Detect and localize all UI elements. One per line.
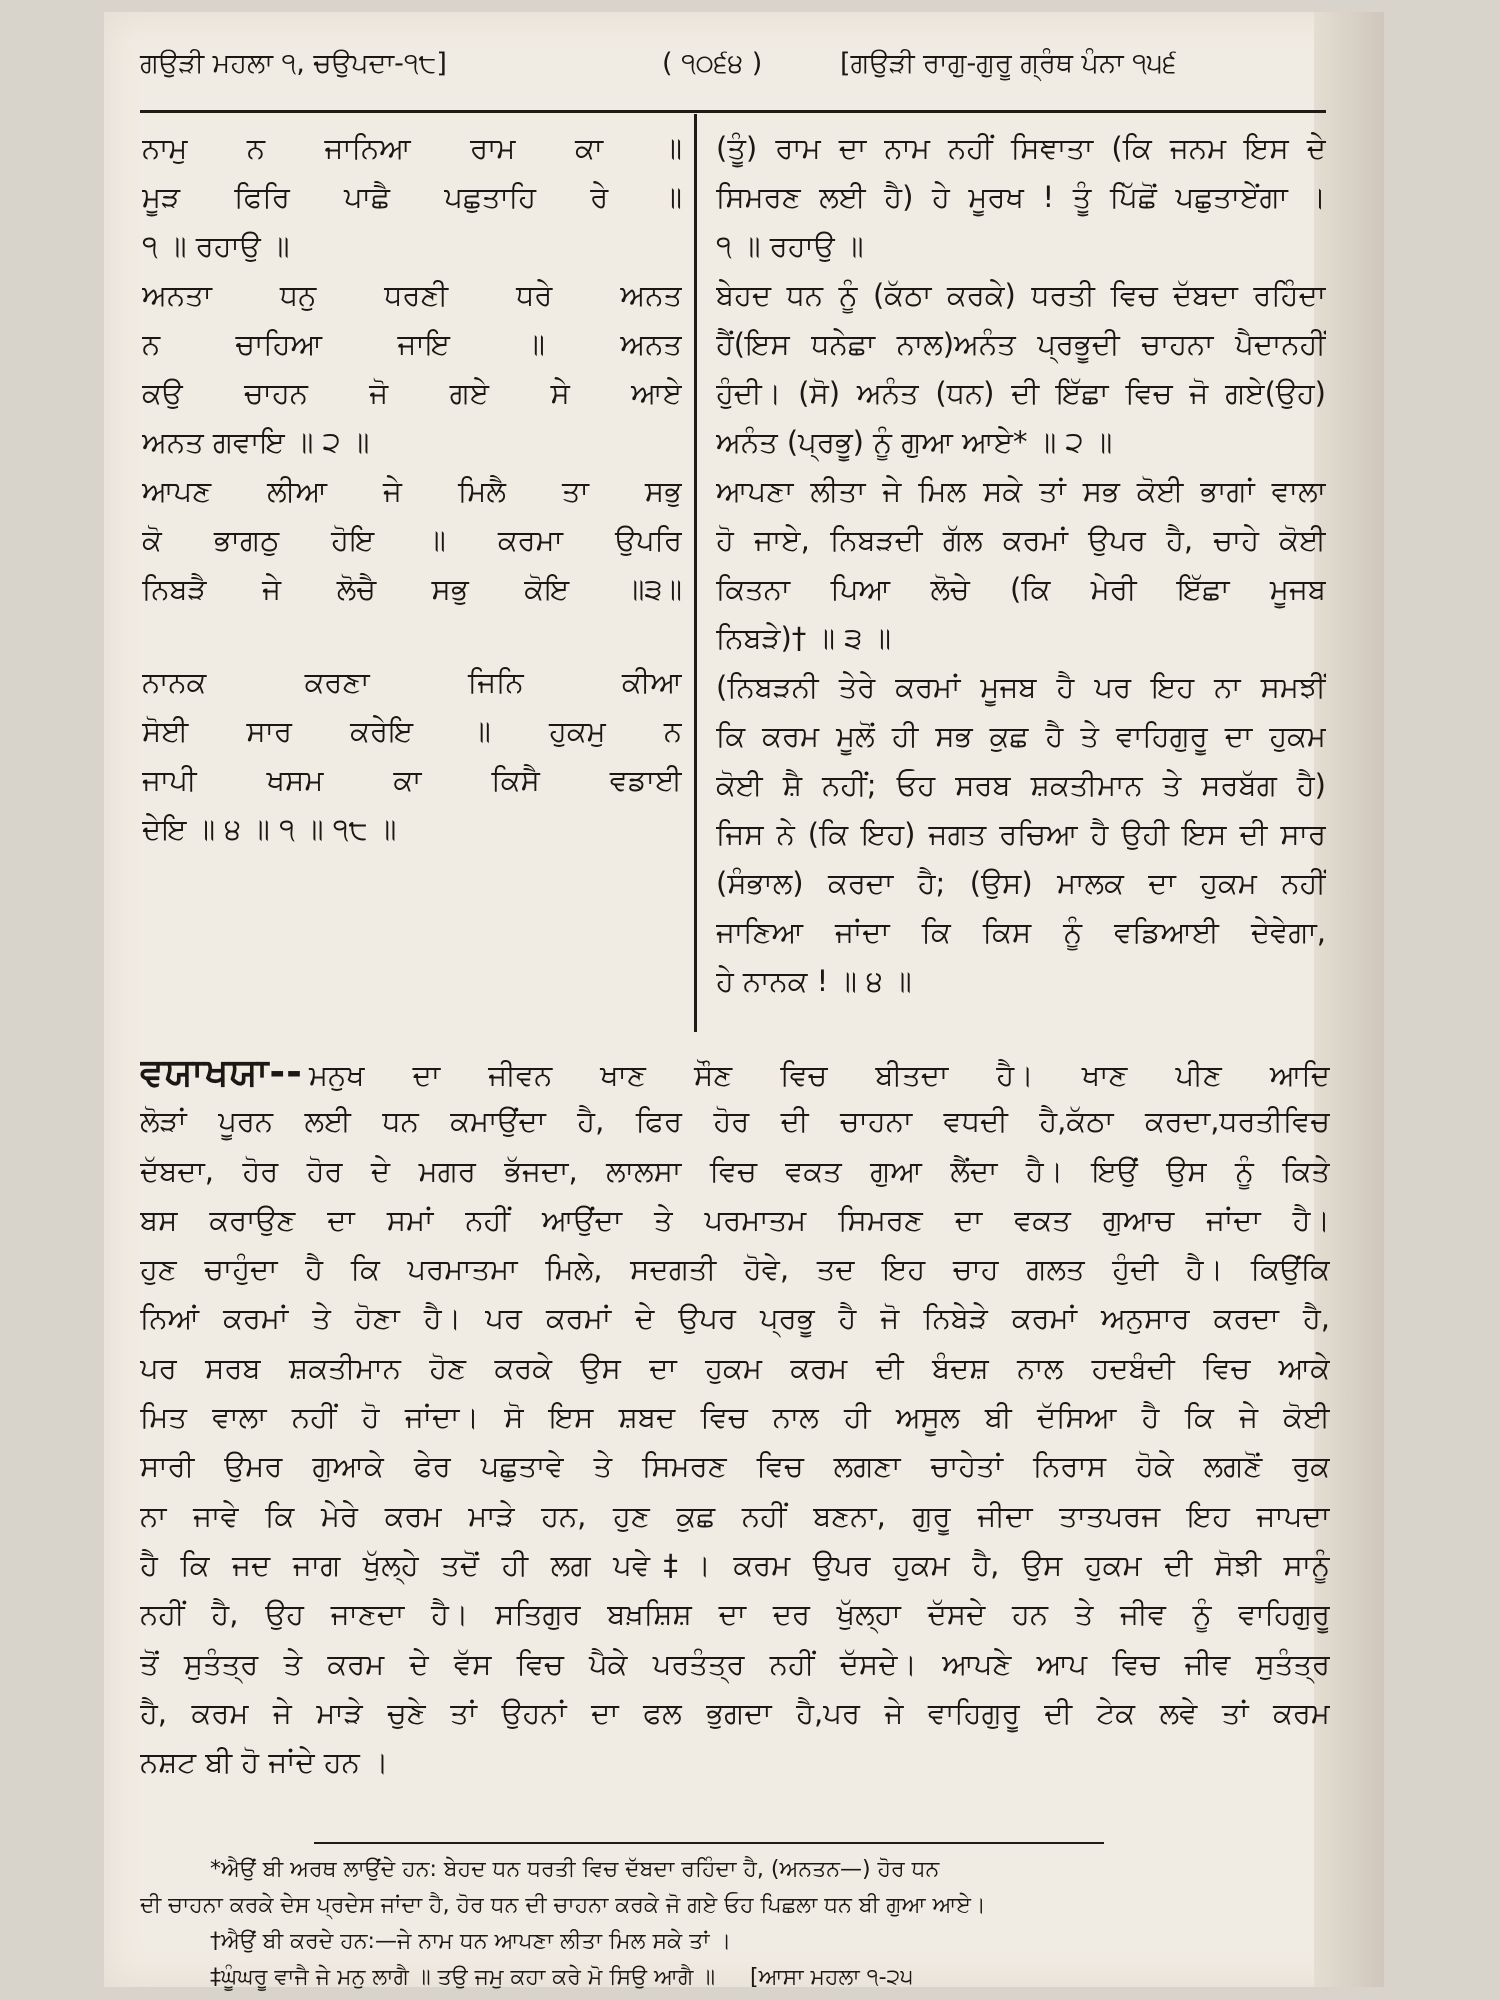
- stanza-gap: [142, 614, 682, 658]
- vyakhya-line: ਲੋੜਾਂ ਪੂਰਨ ਲਈ ਧਨ ਕਮਾਉਂਦਾ ਹੈ, ਫਿਰ ਹੋਰ ਦੀ ਚਾਹਨਾ ਵਧਦੀ ਹੈ,ਕੱਠਾ ਕਰਦਾ,ਧਰਤੀਵਿਚ: [140, 1104, 1330, 1139]
- vyakhya-line: ਨਹੀਂ ਹੈ, ਉਹ ਜਾਣਦਾ ਹੈ। ਸਤਿਗੁਰ ਬਖ਼ਸ਼ਿਸ਼ ਦਾ ਦਰ ਖੁੱਲ੍ਹਾ ਦੱਸਦੇ ਹਨ ਤੇ ਜੀਵ ਨੂੰ ਵਾਹਿਗੁਰੂ: [140, 1597, 1330, 1632]
- arth-line: ਹੋ ਜਾਏ, ਨਿਬੜਦੀ ਗੱਲ ਕਰਮਾਂ ਉਪਰ ਹੈ, ਚਾਹੇ ਕੋਈ: [716, 523, 1326, 557]
- gurbani-line: ਆਪਣ ਲੀਆ ਜੇ ਮਿਲੈ ਤਾ ਸਭੁ: [142, 474, 682, 508]
- vyakhya-line: ਨਸ਼ਟ ਬੀ ਹੋ ਜਾਂਦੇ ਹਨ ।: [140, 1745, 389, 1780]
- arth-line: ਹੇ ਨਾਨਕ ! ॥ ੪ ॥: [716, 964, 912, 998]
- gurbani-line: ੧ ॥ ਰਹਾਉ ॥: [142, 229, 290, 263]
- vyakhya-line: ਬਸ ਕਰਾਉਣ ਦਾ ਸਮਾਂ ਨਹੀਂ ਆਉਂਦਾ ਤੇ ਪਰਮਾਤਮ ਸਿਮਰਣ ਦਾ ਵਕਤ ਗੁਆਚ ਜਾਂਦਾ ਹੈ।: [140, 1202, 1330, 1237]
- arth-line: ਕਿ ਕਰਮ ਮੂਲੋਂ ਹੀ ਸਭ ਕੁਛ ਹੈ ਤੇ ਵਾਹਿਗੁਰੂ ਦਾ ਹੁਕਮ: [716, 719, 1326, 753]
- arth-line: ਨਿਬੜੇ)† ॥ ੩ ॥: [716, 621, 892, 655]
- gurbani-column: [142, 124, 682, 854]
- arth-line: (ਤੂੰ) ਰਾਮ ਦਾ ਨਾਮ ਨਹੀਂ ਸਿਞਾਤਾ (ਕਿ ਜਨਮ ਇਸ ਦੇ: [716, 131, 1326, 165]
- column-divider: [694, 114, 697, 1032]
- gurbani-line: ਦੇਇ ॥ ੪ ॥ ੧ ॥ ੧੮ ॥: [142, 812, 397, 846]
- vyakhya-line: ਮਨੁਖ ਦਾ ਜੀਵਨ ਖਾਣ ਸੌਣ ਵਿਚ ਬੀਤਦਾ ਹੈ। ਖਾਣ ਪੀਣ ਆਦਿ: [308, 1058, 1330, 1092]
- vyakhya-line: ਸਾਰੀ ਉਮਰ ਗੁਆਕੇ ਫੇਰ ਪਛੁਤਾਵੇ ਤੇ ਸਿਮਰਣ ਵਿਚ ਲਗਣਾ ਚਾਹੇਤਾਂ ਨਿਰਾਸ ਹੋਕੇ ਲਗਣੋਂ ਰੁਕ: [140, 1449, 1330, 1484]
- footnote-line: †ਐਉਂ ਬੀ ਕਰਦੇ ਹਨ:—ਜੇ ਨਾਮ ਧਨ ਆਪਣਾ ਲੀਤਾ ਮਿਲ ਸਕੇ ਤਾਂ ।: [210, 1929, 732, 1954]
- gurbani-line: ਸੋਈ ਸਾਰ ਕਰੇਇ ॥ ਹੁਕਮੁ ਨ: [142, 714, 682, 748]
- vyakhya-line: ਪਰ ਸਰਬ ਸ਼ਕਤੀਮਾਨ ਹੋਣ ਕਰਕੇ ਉਸ ਦਾ ਹੁਕਮ ਕਰਮ ਦੀ ਬੰਦਸ਼ ਨਾਲ ਹਦਬੰਦੀ ਵਿਚ ਆਕੇ: [140, 1350, 1330, 1385]
- vyakhya-line: ਹੈ, ਕਰਮ ਜੇ ਮਾੜੇ ਚੁਣੇ ਤਾਂ ਉਹਨਾਂ ਦਾ ਫਲ ਭੁਗਦਾ ਹੈ,ਪਰ ਜੇ ਵਾਹਿਗੁਰੂ ਦੀ ਟੇਕ ਲਵੇ ਤਾਂ ਕਰਮ: [140, 1695, 1330, 1730]
- vyakhya-line: ਹੈ ਕਿ ਜਦ ਜਾਗ ਖੁੱਲ੍ਹੇ ਤਦੋਂ ਹੀ ਲਗ ਪਵੇ‡। ਕਰਮ ਉਪਰ ਹੁਕਮ ਹੈ, ਉਸ ਹੁਕਮ ਦੀ ਸੋਝੀ ਸਾਨੂੰ: [140, 1547, 1330, 1582]
- arth-line: (ਨਿਬੜਨੀ ਤੇਰੇ ਕਰਮਾਂ ਮੂਜਬ ਹੈ ਪਰ ਇਹ ਨਾ ਸਮਝੀਂ: [716, 670, 1326, 704]
- arth-line: ਆਪਣਾ ਲੀਤਾ ਜੇ ਮਿਲ ਸਕੇ ਤਾਂ ਸਭ ਕੋਈ ਭਾਗਾਂ ਵਾਲਾ: [716, 474, 1326, 508]
- footnote-line: ‡ਘੂੰਘਰੂ ਵਾਜੈ ਜੇ ਮਨੁ ਲਾਗੈ ॥ ਤਉ ਜਮੁ ਕਹਾ ਕਰੇ ਮੋ ਸਿਉ ਆਗੈ ॥ [ਆਸਾ ਮਹਲਾ ੧-੨੫: [210, 1965, 914, 1990]
- arth-line: ਹੈਂ(ਇਸ ਧਨੇਛਾ ਨਾਲ)ਅਨੰਤ ਪ੍ਰਭੂਦੀ ਚਾਹਨਾ ਪੈਦਾਨਹੀਂ: [716, 327, 1326, 361]
- header-right: [ਗਉੜੀ ਰਾਗੁ-ਗੁਰੂ ਗ੍ਰੰਥ ਪੰਨਾ ੧੫੬: [840, 48, 1177, 79]
- vyakhya-line: ਤੋਂ ਸੁਤੰਤ੍ਰ ਤੇ ਕਰਮ ਦੇ ਵੱਸ ਵਿਚ ਪੈਕੇ ਪਰਤੰਤ੍ਰ ਨਹੀਂ ਦੱਸਦੇ। ਆਪਣੇ ਆਪ ਵਿਚ ਜੀਵ ਸੁਤੰਤ੍ਰ: [140, 1646, 1330, 1681]
- vyakhya-first-line: [140, 1048, 1330, 1097]
- vyakhya-line: ਨਾ ਜਾਵੇ ਕਿ ਮੇਰੇ ਕਰਮ ਮਾੜੇ ਹਨ, ਹੁਣ ਕੁਛ ਨਹੀਂ ਬਣਨਾ, ਗੁਰੂ ਜੀਦਾ ਤਾਤਪਰਜ ਇਹ ਜਾਪਦਾ: [140, 1498, 1330, 1533]
- footnote-rule: [314, 1842, 1104, 1844]
- gurbani-line: ਨ ਚਾਹਿਆ ਜਾਇ ॥ ਅਨਤ: [142, 327, 682, 361]
- vyakhya-line: ਨਿਆਂ ਕਰਮਾਂ ਤੇ ਹੋਣਾ ਹੈ। ਪਰ ਕਰਮਾਂ ਦੇ ਉਪਰ ਪ੍ਰਭੂ ਹੈ ਜੋ ਨਿਬੇੜੇ ਕਰਮਾਂ ਅਨੁਸਾਰ ਕਰਦਾ ਹੈ,: [140, 1301, 1330, 1336]
- arth-line: ਸਿਮਰਣ ਲਈ ਹੈ) ਹੇ ਮੂਰਖ ! ਤੂੰ ਪਿੱਛੋਂ ਪਛੁਤਾਏਂਗਾ ।: [716, 180, 1326, 214]
- gurbani-line: ਨਿਬੜੈ ਜੇ ਲੋਚੈ ਸਭੁ ਕੋਇ ॥੩॥: [142, 572, 682, 606]
- vyakhya-heading: ਵਯਾਖਯਾ--: [140, 1050, 303, 1094]
- vyakhya-line: ਮਿਤ ਵਾਲਾ ਨਹੀਂ ਹੋ ਜਾਂਦਾ। ਸੋ ਇਸ ਸ਼ਬਦ ਵਿਚ ਨਾਲ ਹੀ ਅਸੂਲ ਬੀ ਦੱਸਿਆ ਹੈ ਕਿ ਜੇ ਕੋਈ: [140, 1400, 1330, 1435]
- gurbani-line: ਅਨਤਾ ਧਨੁ ਧਰਣੀ ਧਰੇ ਅਨਤ: [142, 278, 682, 312]
- arth-line: ਬੇਹਦ ਧਨ ਨੂੰ (ਕੱਠਾ ਕਰਕੇ) ਧਰਤੀ ਵਿਚ ਦੱਬਦਾ ਰਹਿੰਦਾ: [716, 278, 1326, 312]
- arth-line: ਜਿਸ ਨੇ (ਕਿ ਇਹ) ਜਗਤ ਰਚਿਆ ਹੈ ਉਹੀ ਇਸ ਦੀ ਸਾਰ: [716, 817, 1326, 851]
- page-number: ( ੧੦੬੪ ): [662, 48, 763, 79]
- arth-line: ਕੋਈ ਸ਼ੈ ਨਹੀਂ; ਓਹ ਸਰਬ ਸ਼ਕਤੀਮਾਨ ਤੇ ਸਰਬੱਗ ਹੈ): [716, 768, 1326, 802]
- gurbani-line: ਅਨਤ ਗਵਾਇ ॥ ੨ ॥: [142, 425, 370, 459]
- gurbani-line: ਕਉ ਚਾਹਨ ਜੋ ਗਏ ਸੇ ਆਏ: [142, 376, 682, 410]
- arth-column: [716, 124, 1326, 1006]
- book-page: [104, 12, 1384, 1990]
- gurbani-line: ਜਾਪੀ ਖਸਮ ਕਾ ਕਿਸੈ ਵਡਾਈ: [142, 763, 682, 797]
- footnote-line: *ਐਉਂ ਬੀ ਅਰਥ ਲਾਉਂਦੇ ਹਨ: ਬੇਹਦ ਧਨ ਧਰਤੀ ਵਿਚ ਦੱਬਦਾ ਰਹਿੰਦਾ ਹੈ, (ਅਨਤਨ—) ਹੋਰ ਧਨ: [210, 1857, 940, 1882]
- gurbani-line: ਕੋ ਭਾਗਠੁ ਹੋਇ ॥ ਕਰਮਾ ਉਪਰਿ: [142, 523, 682, 557]
- header-left: ਗਉੜੀ ਮਹਲਾ ੧, ਚਉਪਦਾ-੧੮]: [140, 48, 447, 79]
- gurbani-line: ਮੂੜ ਫਿਰਿ ਪਾਛੈ ਪਛੁਤਾਹਿ ਰੇ ॥: [142, 180, 682, 214]
- footnote-line: ਦੀ ਚਾਹਨਾ ਕਰਕੇ ਦੇਸ ਪ੍ਰਦੇਸ ਜਾਂਦਾ ਹੈ, ਹੋਰ ਧਨ ਦੀ ਚਾਹਨਾ ਕਰਕੇ ਜੋ ਗਏ ਓਹ ਪਿਛਲਾ ਧਨ ਬੀ ਗੁਆ ਆਏ।: [140, 1893, 986, 1918]
- vyakhya-line: ਦੱਬਦਾ, ਹੋਰ ਹੋਰ ਦੇ ਮਗਰ ਭੱਜਦਾ, ਲਾਲਸਾ ਵਿਚ ਵਕਤ ਗੁਆ ਲੈਂਦਾ ਹੈ। ਇਉਂ ਉਸ ਨੂੰ ਕਿਤੇ: [140, 1153, 1330, 1188]
- gurbani-line: ਨਾਨਕ ਕਰਣਾ ਜਿਨਿ ਕੀਆ: [142, 665, 682, 699]
- gurbani-line: ਨਾਮੁ ਨ ਜਾਨਿਆ ਰਾਮ ਕਾ ॥: [142, 131, 682, 165]
- arth-line: (ਸੰਭਾਲ) ਕਰਦਾ ਹੈ; (ਉਸ) ਮਾਲਕ ਦਾ ਹੁਕਮ ਨਹੀਂ: [716, 866, 1326, 900]
- arth-line: ਜਾਣਿਆ ਜਾਂਦਾ ਕਿ ਕਿਸ ਨੂੰ ਵਡਿਆਈ ਦੇਵੇਗਾ,: [716, 915, 1326, 949]
- arth-line: ਅਨੰਤ (ਪ੍ਰਭੂ) ਨੂੰ ਗੁਆ ਆਏ* ॥ ੨ ॥: [716, 425, 1113, 459]
- header-rule: [140, 110, 1326, 113]
- arth-line: ਹੁੰਦੀ। (ਸੋ) ਅਨੰਤ (ਧਨ) ਦੀ ਇੱਛਾ ਵਿਚ ਜੋ ਗਏ(ਉਹ): [716, 376, 1326, 410]
- arth-line: ੧ ॥ ਰਹਾਉ ॥: [716, 229, 864, 263]
- running-header: [140, 34, 1326, 94]
- vyakhya-section: [140, 1048, 1330, 1787]
- footnotes: [140, 1852, 1330, 1996]
- arth-line: ਕਿਤਨਾ ਪਿਆ ਲੋਚੇ (ਕਿ ਮੇਰੀ ਇੱਛਾ ਮੂਜਬ: [716, 572, 1326, 606]
- vyakhya-line: ਹੁਣ ਚਾਹੁੰਦਾ ਹੈ ਕਿ ਪਰਮਾਤਮਾ ਮਿਲੇ, ਸਦਗਤੀ ਹੋਵੇ, ਤਦ ਇਹ ਚਾਹ ਗਲਤ ਹੁੰਦੀ ਹੈ। ਕਿਉਂਕਿ: [140, 1252, 1330, 1287]
